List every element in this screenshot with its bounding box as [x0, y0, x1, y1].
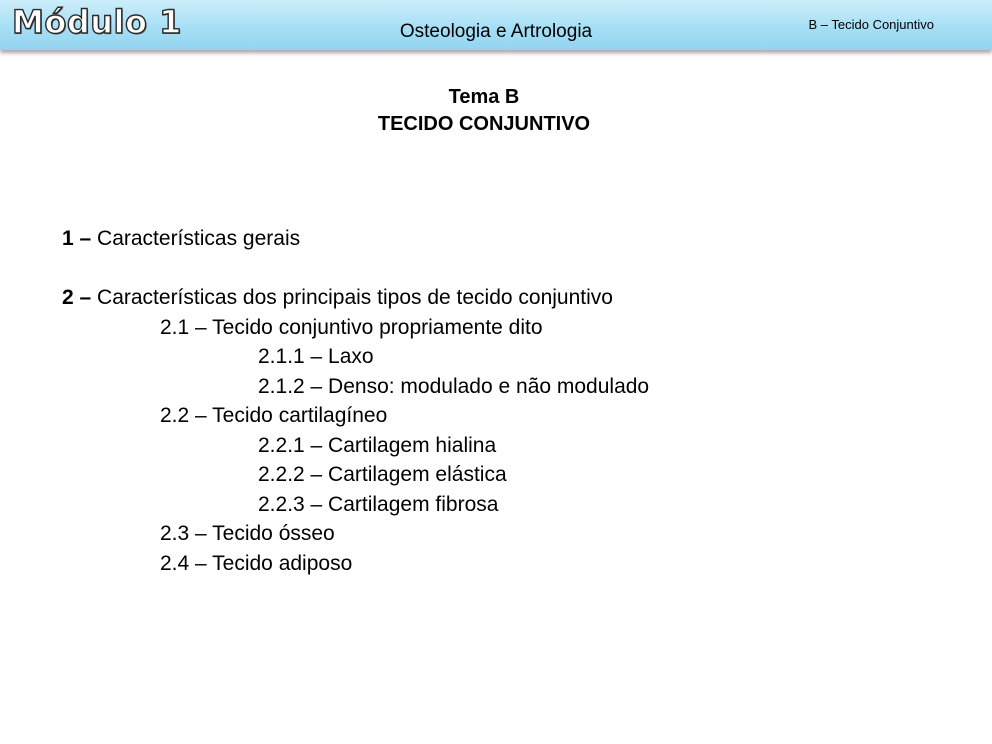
outline-item-2 — [62, 283, 649, 313]
outline-item-2-1-2: 2.1.2 – Denso: modulado e não modulado — [258, 374, 650, 398]
section-label: B – Tecido Conjuntivo — [808, 17, 934, 32]
header-bar — [0, 0, 992, 50]
outline-number: 2 – — [62, 286, 92, 309]
outline-text: Características gerais — [91, 227, 301, 250]
outline-item-2-2-3: 2.2.3 – Cartilagem fibrosa — [258, 492, 499, 516]
header-title: Osteologia e Artrologia — [399, 21, 593, 42]
outline-number: 1 – — [62, 227, 92, 250]
outline-spacer — [62, 254, 649, 284]
outline-item-2-2: 2.2 – Tecido cartilagíneo — [160, 404, 388, 427]
slide-title-line2: TECIDO CONJUNTIVO — [377, 113, 591, 135]
outline-item-2-2-2: 2.2.2 – Cartilagem elástica — [258, 463, 507, 486]
outline-text: Características dos principais tipos de tecido conjuntivo — [91, 286, 613, 309]
outline-item-2-1: 2.1 – Tecido conjuntivo propriamente dito — [160, 315, 543, 339]
outline-item-1 — [62, 224, 649, 254]
slide-title-line1: Tema B — [448, 86, 520, 108]
module-logo: Módulo 1 — [12, 3, 182, 41]
outline-item-2-4: 2.4 – Tecido adiposo — [160, 551, 353, 575]
outline-item-2-2-1: 2.2.1 – Cartilagem hialina — [258, 433, 497, 457]
topic-outline — [62, 224, 649, 578]
outline-item-2-3: 2.3 – Tecido ósseo — [160, 522, 335, 545]
slide-title — [0, 84, 968, 138]
outline-item-2-1-1: 2.1.1 – Laxo — [258, 345, 374, 368]
